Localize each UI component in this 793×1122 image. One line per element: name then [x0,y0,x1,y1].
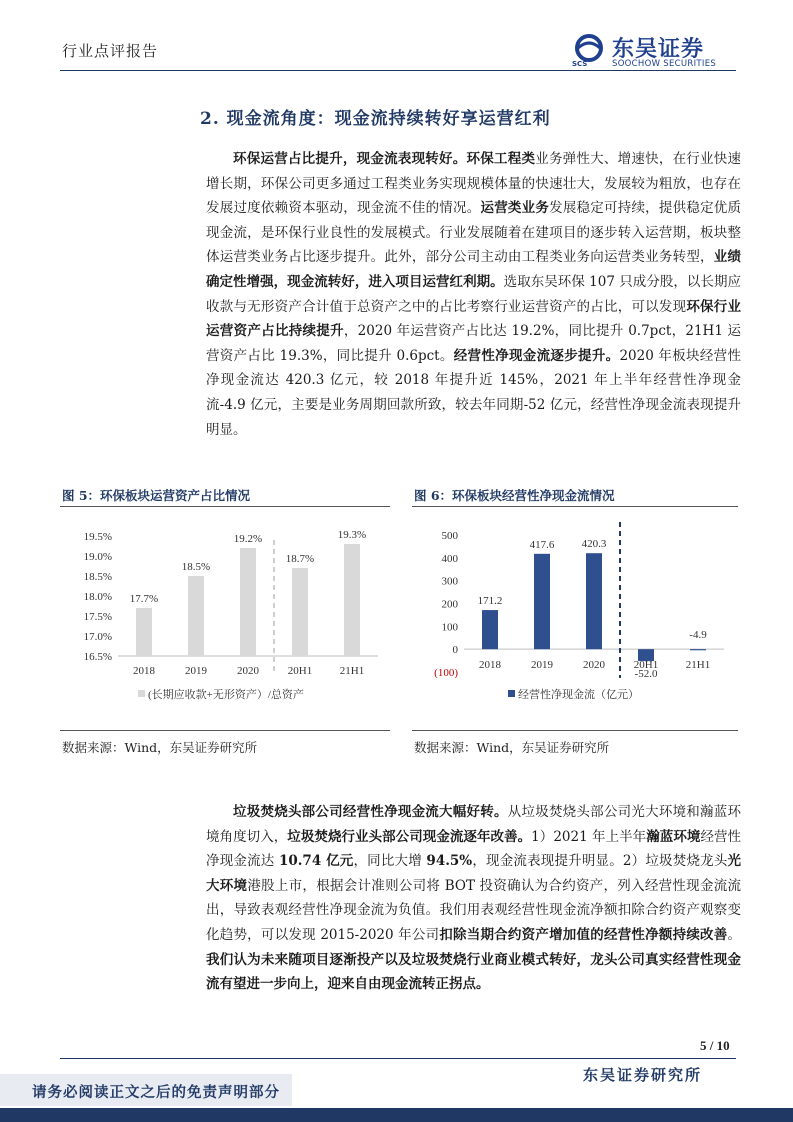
paragraph1-run: 选取东吴环保 107 只成分股，以长期应收款与无形资产合计值于总资产之中的占比考察行业运营资产的占比，可以发现 [206,273,742,315]
data-label: 417.6 [529,538,555,551]
data-label: 18.7% [285,553,315,565]
paragraph2-run: 光大环境 [206,853,742,894]
header-divider [60,70,736,71]
x-tick-label: 2020 [237,665,259,677]
data-label: 17.7% [129,593,159,605]
report-type-label: 行业点评报告 [62,42,159,60]
paragraph2-run: 垃圾焚烧行业头部公司现金流逐年改善。 [287,828,532,845]
y-tick-label: 17.0% [83,631,112,643]
data-label: 420.3 [581,538,607,551]
figure-6-chart [412,512,738,728]
bar [482,610,498,649]
paragraph1-run: 环保工程类 [466,151,536,167]
legend-swatch [508,690,515,697]
paragraph-operations-share [206,147,741,442]
paragraph1-run: 环保运营占比提升，现金流表现转好。 [233,151,467,167]
legend-label: (长期应收款+无形资产）/总资产 [148,689,304,701]
paragraph2-run: ，同比大增 [353,853,427,870]
logo-abbreviation: SCS [572,60,588,68]
legend-label: 经营性净现金流（亿元） [518,689,639,701]
footer-divider [60,1058,736,1059]
bar [344,544,360,656]
paragraph1-run: 业绩确定性增强，现金流转好，进入项目运营红利期。 [206,249,742,290]
x-tick-label: 20H1 [633,659,659,671]
bar [534,554,550,649]
section-title: 2. 现金流角度：现金流持续转好享运营红利 [200,109,551,129]
paragraph1-run: 2020 年板块经营性净现金流达 420.3 亿元，较 2018 年提升近 145%，2021 年上半年经营性净现金流-4.9 亿元，主要是业务周期回款所致，较去年同期-52 亿元，经营性净现金流表现提升明显。 [206,347,741,438]
paragraph2-run: 瀚蓝环境 [646,828,701,845]
legend-swatch [138,690,145,697]
data-label: 171.2 [477,595,503,608]
y-tick-label: 19.5% [83,531,112,543]
logo-name: 东吴证券 [612,37,705,62]
paragraph-incineration-cashflow [206,800,741,997]
logo-english-name: SOOCHOW SECURITIES [612,59,717,69]
bar [690,649,706,650]
footer-band [0,1108,793,1122]
x-tick-label: 21H1 [685,659,711,671]
x-tick-label: 2020 [583,659,605,671]
y-tick-label: 300 [441,575,458,588]
y-tick-label: 200 [441,598,458,611]
x-tick-label: 2018 [479,659,501,671]
paragraph2-run: 。 [727,926,741,943]
paragraph1-run: 运营类业务 [480,200,550,217]
paragraph2-run: 从垃圾焚烧头部公司光大环境和瀚蓝环境角度切入， [206,804,742,845]
paragraph2-run: 94.5% [426,853,473,870]
y-tick-label: 17.5% [83,611,112,623]
disclaimer-text: 请务必阅读正文之后的免责声明部分 [32,1084,280,1101]
y-tick-label: 500 [441,530,458,542]
paragraph2-run: 港股上市，根据会计准则公司将 BOT 投资确认为合约资产，列入经营性现金流流出，导致表观经营性净现金流为负值。我们用表观经营性现金流净额扣除合约资产观察变化趋势，可以发现 2015-2020 年公司 [206,877,741,943]
x-tick-label: 2018 [133,665,155,677]
x-tick-label: 2019 [185,665,207,677]
y-tick-label: 400 [441,552,458,565]
page-number: 5 / 10 [700,1038,730,1053]
paragraph2-run: 1）2021 年上半年 [531,828,647,845]
figure-6-bottom-rule [412,730,738,731]
paragraph2-run: 经营性净现金流达 [206,828,742,870]
y-tick-label: (100) [434,667,458,679]
paragraph2-run: 10.74 亿元 [278,853,354,870]
paragraph1-run: 经营性净现金流逐步提升。 [453,347,620,364]
figure-5-bottom-rule [60,730,390,731]
figure-5-top-rule [60,506,390,507]
bar [292,568,308,656]
figure-6-top-rule [412,506,738,507]
paragraph2-run: ，现金流表现提升明显。2）垃圾焚烧龙头 [472,853,728,870]
y-tick-label: 100 [441,621,458,634]
data-label: 19.3% [337,529,367,541]
y-tick-label: 19.0% [83,551,112,563]
x-tick-label: 20H1 [287,665,313,677]
y-tick-label: 18.0% [83,591,112,603]
y-tick-label: 0 [452,644,458,657]
paragraph1-run: 业务弹性大、增速快，在行业快速增长期，环保公司更多通过工程类业务实现规模体量的快速壮大，发展较为粗放，也存在发展过度依赖资本驱动，现金流不佳的情况。 [206,151,742,217]
paragraph1-run: 发展稳定可持续，提供稳定优质现金流，是环保行业良性的发展模式。行业发展随着在建项目的逐步转入运营期，板块整体运营类业务占比逐步提升。此外，部分公司主动由工程类业务向运营类业务转型， [206,200,742,266]
figure-5-source: 数据来源：Wind，东吴证券研究所 [62,740,258,755]
data-label: -4.9 [689,629,707,641]
figure-6-title: 图 6：环保板块经营性净现金流情况 [414,488,615,503]
x-tick-label: 21H1 [339,665,365,677]
bar [188,576,204,656]
bar [586,553,602,649]
data-label: 18.5% [181,561,211,573]
y-tick-label: 16.5% [83,651,112,663]
paragraph2-run: 我们认为未来随项目逐渐投产以及垃圾焚烧行业商业模式转好，龙头公司真实经营性现金流有望进一步向上，迎来自由现金流转正拐点。 [206,951,741,993]
x-tick-label: 2019 [531,659,553,671]
institute-name: 东吴证券研究所 [583,1066,703,1084]
data-label: -52.0 [634,668,658,680]
paragraph2-run: 扣除当期合约资产增加值的经营性净额持续改善 [439,926,728,943]
bar [240,548,256,656]
figure-5-title: 图 5：环保板块运营资产占比情况 [62,488,251,503]
y-tick-label: 18.5% [83,571,112,583]
data-label: 19.2% [233,533,263,545]
brand-logo [572,32,740,72]
paragraph1-run: ，2020 年运营资产占比达 19.2%，同比提升 0.7pct，21H1 运营资产占比 19.3%，同比提升 0.6pct。 [206,323,742,364]
figure-6-source: 数据来源：Wind，东吴证券研究所 [414,740,610,755]
figure-5-chart [60,512,390,728]
paragraph1-run: 环保行业运营资产占比持续提升 [206,298,741,340]
bar [136,608,152,656]
paragraph2-run: 垃圾焚烧头部公司经营性净现金流大幅好转。 [233,804,508,820]
